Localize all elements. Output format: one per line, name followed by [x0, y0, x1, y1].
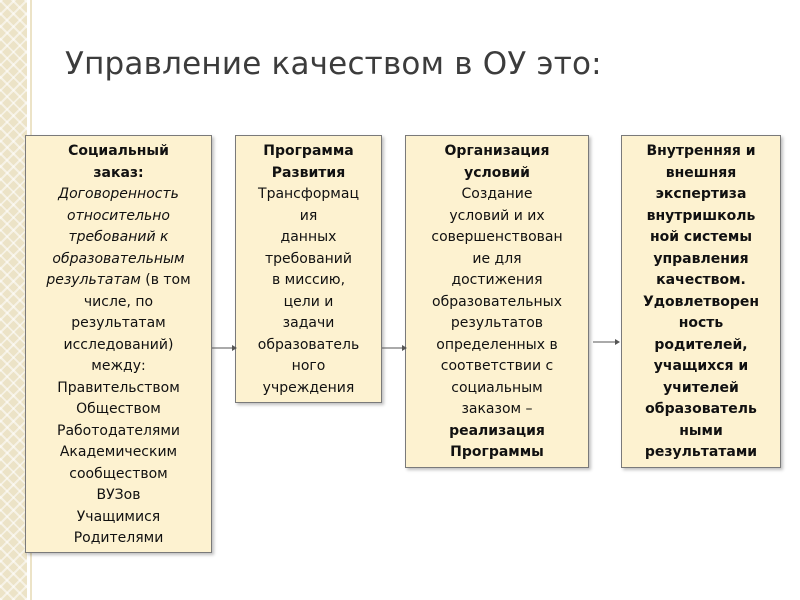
arrow-3-to-4 [593, 337, 621, 347]
line-normal-part: (в том [140, 272, 191, 288]
box-2-line: задачи [282, 315, 335, 331]
box-2-line: ия [299, 207, 318, 224]
box-2-line: цели и [283, 293, 334, 310]
box-4-line: внешняя [665, 164, 737, 181]
arrow-2-to-3 [382, 343, 408, 353]
box-3-line: условий [464, 164, 530, 181]
box-4-line: учащихся и [653, 358, 749, 374]
decorative-side-band [0, 0, 27, 600]
box-3-line: реализация [449, 422, 545, 439]
box-4-line: управления [653, 250, 749, 267]
box-2-line: Трансформац [258, 186, 359, 202]
box-4-line: ными [679, 422, 723, 439]
box-1-line: требований к [68, 229, 169, 245]
box-1-line: исследований) [63, 336, 174, 353]
box-2-line: ного [291, 358, 326, 374]
box-development-program [235, 135, 382, 403]
slide-title: Управление качеством в ОУ это: [65, 46, 602, 82]
box-4-line: ной системы [649, 229, 753, 245]
box-2-line: данных [280, 229, 337, 245]
box-3-line: Организация [444, 143, 550, 159]
box-2-line: Развития [271, 164, 346, 181]
box-3-line: социальным [451, 379, 543, 396]
box-1-line: сообществом [69, 465, 168, 482]
box-4-line: качеством. [656, 272, 746, 288]
box-3-line: заказом – [461, 401, 533, 417]
box-3-line: соответствии с [440, 358, 554, 374]
box-1-line: Учащимися [76, 508, 161, 525]
box-1-line [28, 270, 209, 292]
box-3-line: образовательных [432, 293, 562, 310]
box-1-line: Договоренность [58, 186, 179, 202]
box-3-line: Создание [461, 186, 533, 202]
box-1-line: заказ: [93, 164, 144, 181]
box-1-line: Академическим [59, 444, 178, 460]
box-4-line: ность [678, 315, 724, 331]
box-1-line: Правительством [57, 379, 180, 396]
box-social-order [25, 135, 212, 553]
box-1-line: Обществом [76, 401, 161, 417]
box-2-line: требований [264, 250, 353, 267]
box-3-line: Программы [450, 444, 544, 460]
box-conditions-organization [405, 135, 589, 468]
box-1-line: между: [91, 358, 146, 374]
box-quality-expertise [621, 135, 781, 468]
box-4-line: внутришколь [646, 207, 756, 224]
box-3-line: условий и их [449, 207, 545, 224]
box-4-line: образователь [645, 401, 757, 417]
box-3-line: результатов [450, 315, 544, 331]
box-4-line: результатами [644, 444, 758, 460]
box-4-line: Внутренняя и [646, 143, 756, 159]
box-1-line: Родителями [73, 530, 164, 546]
box-3-line: совершенствован [431, 229, 563, 245]
box-1-line: результатам [71, 315, 166, 331]
box-4-line: экспертиза [655, 186, 747, 202]
box-1-line: Работодателями [57, 422, 180, 439]
box-1-line: относительно [67, 207, 170, 224]
box-3-line: ие для [472, 250, 522, 267]
box-3-line: достижения [451, 272, 543, 288]
arrow-1-to-2 [212, 343, 238, 353]
box-2-line: в миссию, [271, 272, 346, 288]
box-4-line: учителей [663, 379, 739, 396]
box-1-line: числе, по [83, 293, 154, 310]
box-3-line: определенных в [436, 336, 558, 353]
box-4-line: Удовлетворен [642, 293, 760, 310]
box-2-line: Программа [263, 143, 354, 159]
line-italic-part: результатам [46, 272, 141, 288]
box-1-line: образовательным [52, 250, 185, 267]
box-2-line: образователь [257, 336, 360, 353]
box-1-line: ВУЗов [96, 487, 141, 503]
box-1-line: Социальный [68, 143, 169, 159]
box-4-line: родителей, [654, 336, 748, 353]
box-2-line: учреждения [262, 379, 355, 396]
